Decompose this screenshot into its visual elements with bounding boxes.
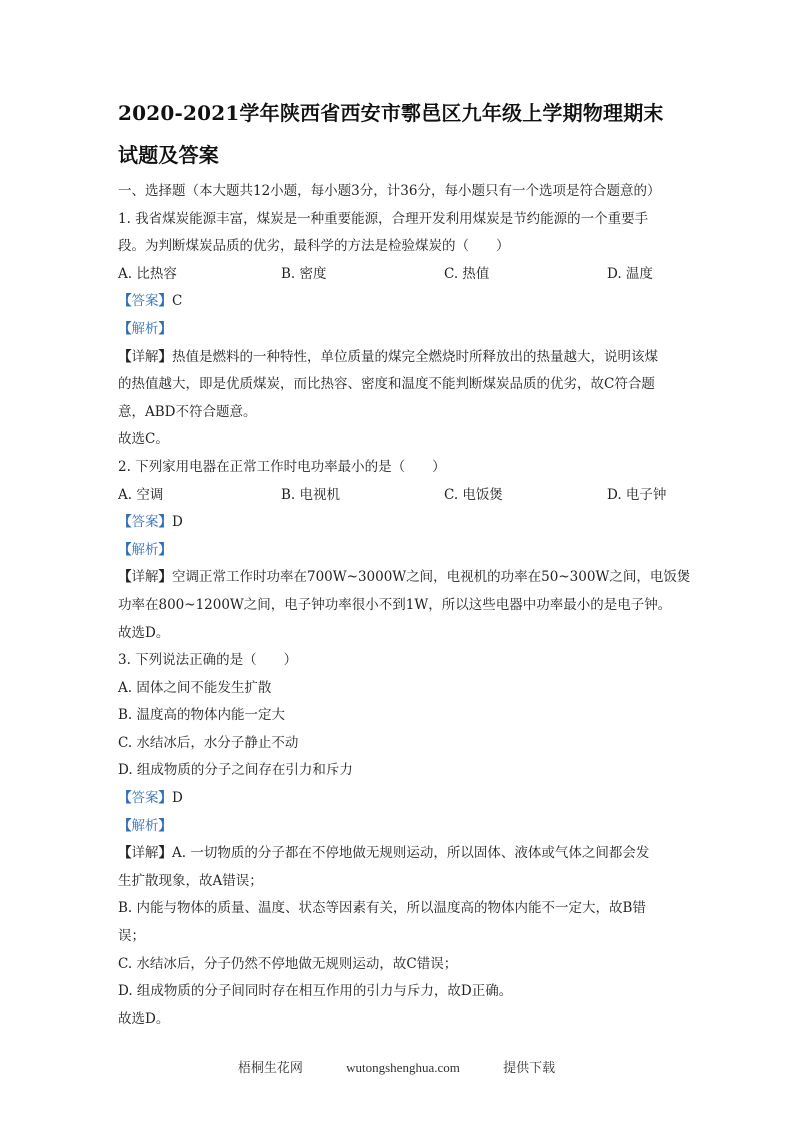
footer-site-url[interactable]: wutongshenghua.com	[346, 1060, 460, 1075]
detail-label-close: 】	[158, 569, 172, 586]
footer-site-name: 梧桐生花网	[237, 1060, 303, 1075]
answer-line	[118, 785, 690, 813]
answer-label-close: 】	[158, 293, 172, 310]
detail-line	[118, 564, 690, 592]
analysis-label-open: 【	[118, 541, 132, 558]
detail-text: A. 一切物质的分子都在不停地做无规则运动，所以固体、液体或气体之间都会发	[172, 845, 650, 862]
analysis-label-open: 【	[118, 817, 132, 834]
detail-label-open: 【	[118, 348, 132, 365]
detail-label-close: 】	[158, 845, 172, 862]
answer-label: 答案	[131, 790, 159, 807]
option-c: C. 热值	[444, 265, 490, 282]
analysis-label-close: 】	[158, 817, 172, 834]
analysis-label-close: 】	[158, 541, 172, 558]
answer-label-open: 【	[118, 514, 132, 531]
options-row	[118, 261, 690, 289]
option-a: A. 固体之间不能发生扩散	[118, 679, 272, 696]
answer-line	[118, 288, 690, 316]
detail-text: 意，ABD不符合题意。	[118, 403, 257, 420]
detail-text: 热值是燃料的一种特性，单位质量的煤完全燃烧时所释放出的热量越大，说明该煤	[172, 348, 658, 365]
options-row	[118, 482, 690, 510]
document-page	[118, 92, 690, 1033]
detail-label-open: 【	[118, 569, 132, 586]
title-line-2: 试题及答案	[118, 143, 219, 167]
answer-label: 答案	[131, 293, 159, 310]
detail-text: D. 组成物质的分子间同时存在相互作用的引力与斥力，故D正确。	[118, 983, 513, 1000]
answer-label-close: 】	[158, 514, 172, 531]
detail-line	[118, 840, 690, 868]
detail-text: 空调正常工作时功率在700W~3000W之间，电视机的功率在50~300W之间，电饭煲	[172, 569, 691, 586]
analysis-label-close: 】	[158, 320, 172, 337]
answer-value: D	[172, 514, 183, 531]
detail-line	[118, 344, 690, 372]
question-stem: 2. 下列家用电器在正常工作时电功率最小的是（ ）	[118, 458, 446, 475]
footer-suffix: 提供下载	[503, 1060, 556, 1075]
option-a: A. 空调	[118, 486, 164, 503]
detail-label-open: 【	[118, 845, 132, 862]
detail-text: 功率在800~1200W之间，电子钟功率很小不到1W，所以这些电器中功率最小的是电子钟。	[118, 596, 672, 613]
analysis-line	[118, 813, 690, 841]
analysis-line	[118, 316, 690, 344]
document-title	[118, 92, 690, 176]
option-a: A. 比热容	[118, 265, 177, 282]
detail-label-close: 】	[158, 348, 172, 365]
question-3	[118, 647, 690, 1033]
question-stem: 3. 下列说法正确的是（ ）	[118, 652, 298, 669]
option-d: D. 电子钟	[607, 486, 667, 503]
analysis-label: 解析	[131, 320, 159, 337]
option-d: D. 温度	[607, 265, 653, 282]
question-1	[118, 206, 690, 454]
analysis-label-open: 【	[118, 320, 132, 337]
detail-label: 详解	[131, 348, 159, 365]
answer-line	[118, 509, 690, 537]
answer-label: 答案	[131, 514, 159, 531]
answer-value: D	[172, 790, 183, 807]
option-b: B. 密度	[281, 265, 327, 282]
conclusion: 故选C。	[118, 431, 169, 448]
detail-text: 的热值越大，即是优质煤炭，而比热容、密度和温度不能判断煤炭品质的优劣，故C符合题	[118, 376, 655, 393]
detail-text: 误；	[118, 928, 145, 945]
detail-text: C. 水结冰后，分子仍然不停地做无规则运动，故C错误；	[118, 955, 458, 972]
answer-label-open: 【	[118, 790, 132, 807]
option-d: D. 组成物质的分子之间存在引力和斥力	[118, 762, 353, 779]
option-c: C. 水结冰后，水分子静止不动	[118, 734, 299, 751]
question-2	[118, 454, 690, 647]
answer-value: C	[172, 293, 183, 310]
detail-label: 详解	[131, 569, 159, 586]
title-line-1: 2020-2021学年陕西省西安市鄠邑区九年级上学期物理期末	[118, 101, 664, 125]
analysis-label: 解析	[131, 541, 159, 558]
detail-text: 生扩散现象，故A错误；	[118, 872, 263, 889]
answer-label-close: 】	[158, 790, 172, 807]
page-footer	[0, 1057, 793, 1076]
analysis-label: 解析	[131, 817, 159, 834]
conclusion: 故选D。	[118, 1010, 170, 1027]
option-b: B. 温度高的物体内能一定大	[118, 707, 286, 724]
question-stem: 1. 我省煤炭能源丰富，煤炭是一种重要能源，合理开发利用煤炭是节约能源的一个重要手	[118, 210, 649, 227]
option-c: C. 电饭煲	[444, 486, 503, 503]
answer-label-open: 【	[118, 293, 132, 310]
conclusion: 故选D。	[118, 624, 170, 641]
analysis-line	[118, 537, 690, 565]
detail-text: B. 内能与物体的质量、温度、状态等因素有关，所以温度高的物体内能不一定大，故B错	[118, 900, 646, 917]
detail-label: 详解	[131, 845, 159, 862]
section-heading: 一、选择题（本大题共12小题，每小题3分，计36分，每小题只有一个选项是符合题意的）	[118, 183, 661, 199]
question-stem: 段。为判断煤炭品质的优劣，最科学的方法是检验煤炭的（ ）	[118, 238, 510, 255]
option-b: B. 电视机	[281, 486, 341, 503]
